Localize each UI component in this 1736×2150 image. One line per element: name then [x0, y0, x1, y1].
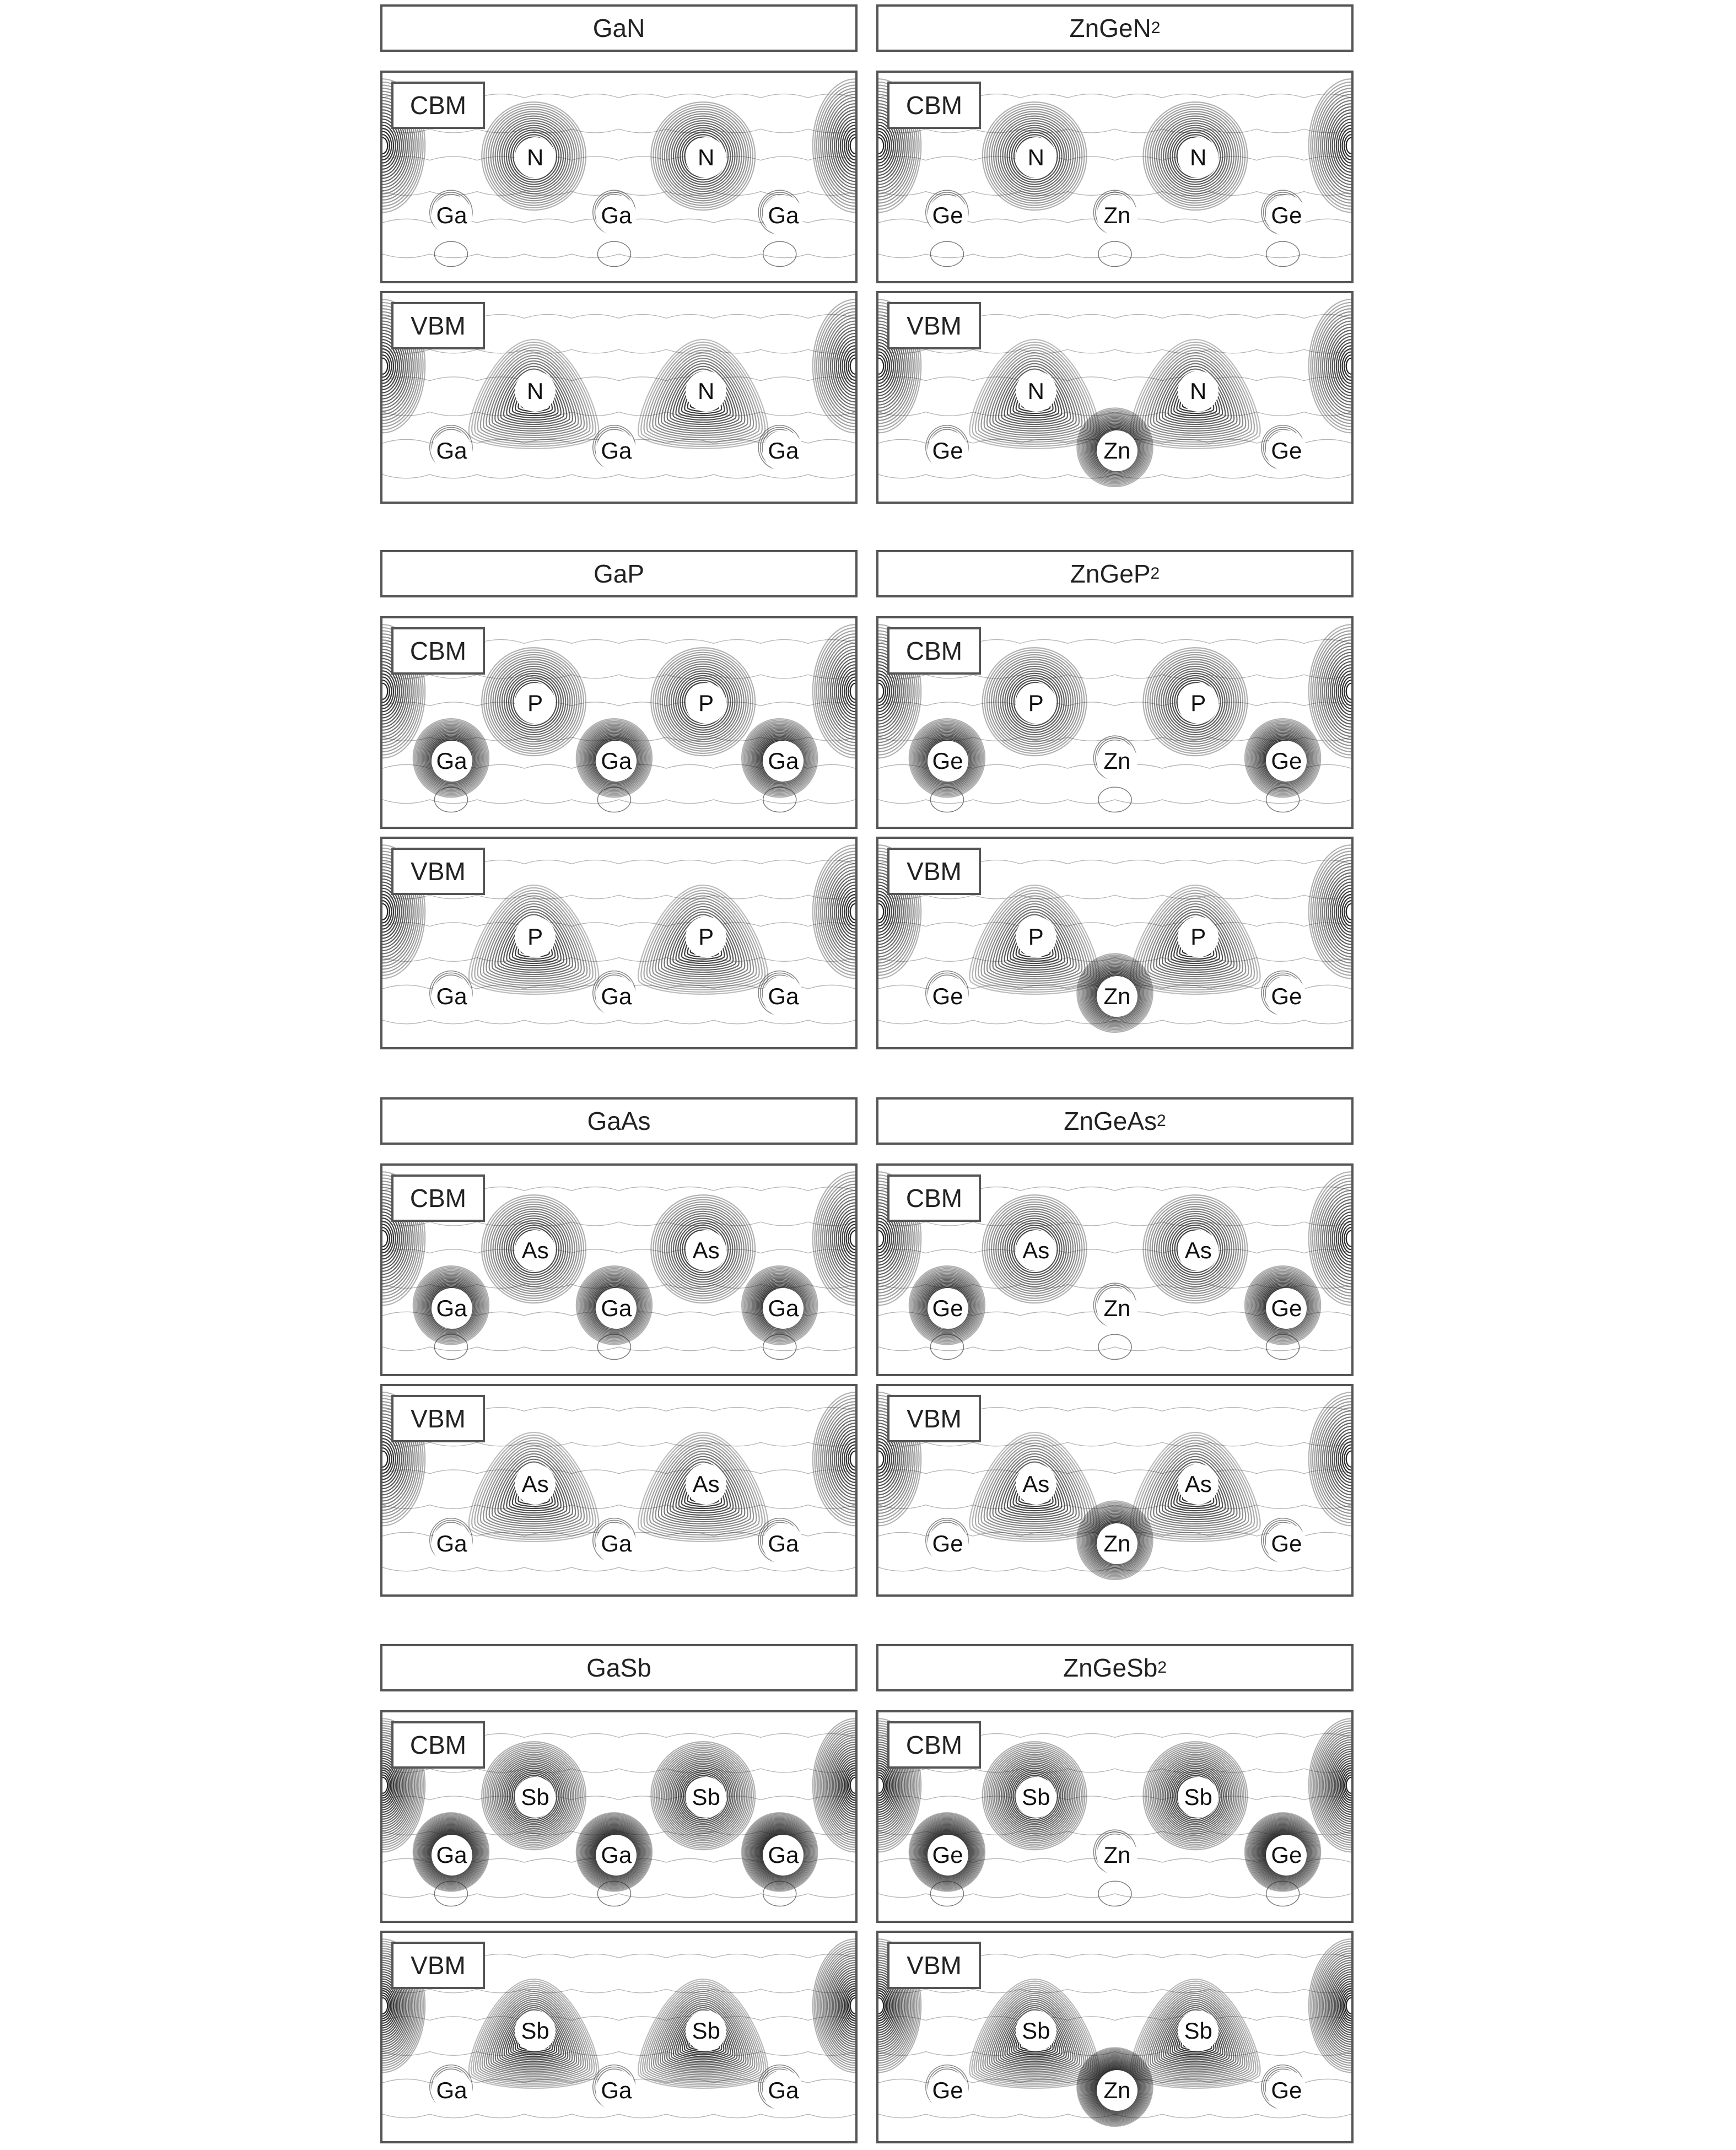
- material-title-right: [876, 550, 1354, 597]
- atom-label-ge: Ge: [928, 1288, 968, 1329]
- background-contour: [382, 1470, 855, 1474]
- atom-label-ga: Ga: [432, 430, 472, 471]
- vbm-label: VBM: [391, 848, 485, 895]
- atom-label-n: N: [686, 137, 726, 178]
- atom-label-ga: Ga: [763, 430, 804, 471]
- atom-label-ga: Ga: [432, 2070, 472, 2111]
- background-contour: [878, 129, 1351, 133]
- atom-label-zn: Zn: [1097, 430, 1137, 471]
- atom-label-zn: Zn: [1097, 1523, 1137, 1564]
- vbm-panel-right: [876, 291, 1354, 504]
- atom-label-p: P: [515, 683, 556, 724]
- atom-label-ga: Ga: [596, 1835, 637, 1876]
- background-contour: [382, 895, 855, 899]
- background-contour: [878, 1222, 1351, 1226]
- cbm-label: CBM: [391, 1721, 485, 1769]
- edge-density-right: [1309, 845, 1351, 978]
- atom-label-ga: Ga: [432, 195, 472, 236]
- atom-label-ga: Ga: [596, 741, 637, 782]
- lobe-contour: [763, 241, 796, 266]
- material-formula: ZnGeN: [1069, 14, 1151, 42]
- atom-label-p: P: [1016, 917, 1056, 957]
- lobe-contour: [597, 241, 630, 266]
- cbm-panel-left: [380, 616, 858, 829]
- atom-label-ge: Ge: [1266, 1288, 1307, 1329]
- edge-density-right: [813, 624, 855, 758]
- atom-label-ga: Ga: [763, 1835, 804, 1876]
- atom-label-n: N: [1016, 137, 1056, 178]
- background-contour: [878, 675, 1351, 678]
- material-formula: GaSb: [586, 1653, 651, 1682]
- vbm-label: VBM: [391, 1942, 485, 1989]
- background-contour: [382, 2051, 855, 2055]
- atom-label-ge: Ge: [928, 1523, 968, 1564]
- atom-label-as: As: [686, 1230, 726, 1271]
- background-contour: [878, 157, 1351, 160]
- background-contour: [382, 1769, 855, 1772]
- background-contour: [382, 254, 855, 258]
- background-contour: [878, 702, 1351, 706]
- background-contour: [878, 1894, 1351, 1898]
- atom-label-ge: Ge: [928, 1835, 968, 1876]
- cbm-panel-left: [380, 71, 858, 283]
- cbm-label: CBM: [391, 1174, 485, 1222]
- atom-label-ge: Ge: [1266, 1523, 1307, 1564]
- background-contour: [878, 1442, 1351, 1446]
- background-contour: [382, 2017, 855, 2020]
- background-contour: [382, 957, 855, 961]
- background-contour: [382, 675, 855, 678]
- background-contour: [382, 157, 855, 160]
- atom-label-ge: Ge: [1266, 1835, 1307, 1876]
- cbm-panel-right: [876, 1710, 1354, 1923]
- background-contour: [878, 1989, 1351, 1993]
- vbm-label: VBM: [887, 1942, 981, 1989]
- atom-label-ga: Ga: [432, 1288, 472, 1329]
- atom-label-n: N: [1016, 371, 1056, 412]
- background-contour: [878, 895, 1351, 899]
- background-contour: [878, 349, 1351, 353]
- edge-density-right: [813, 845, 855, 978]
- material-formula: GaAs: [587, 1107, 651, 1135]
- background-contour: [382, 702, 855, 706]
- atom-label-zn: Zn: [1097, 1835, 1137, 1876]
- atom-label-ga: Ga: [432, 976, 472, 1017]
- atom-label-ga: Ga: [432, 1835, 472, 1876]
- background-contour: [878, 377, 1351, 381]
- atom-label-ge: Ge: [928, 430, 968, 471]
- atom-label-ge: Ge: [928, 195, 968, 236]
- background-contour: [382, 1249, 855, 1253]
- material-formula: ZnGeAs: [1064, 1107, 1157, 1135]
- material-formula: GaP: [593, 559, 645, 588]
- atom-label-ga: Ga: [596, 1523, 637, 1564]
- atom-label-ga: Ga: [432, 741, 472, 782]
- vbm-panel-left: [380, 837, 858, 1049]
- edge-density-right: [813, 1172, 855, 1305]
- material-title-left: [380, 1644, 858, 1691]
- atom-label-ge: Ge: [1266, 195, 1307, 236]
- background-contour: [878, 800, 1351, 804]
- vbm-panel-right: [876, 837, 1354, 1049]
- atom-label-p: P: [686, 683, 726, 724]
- atom-label-ga: Ga: [763, 2070, 804, 2111]
- atom-label-ga: Ga: [763, 1523, 804, 1564]
- cbm-panel-right: [876, 71, 1354, 283]
- vbm-label: VBM: [887, 302, 981, 349]
- formula-subscript: 2: [1157, 1112, 1166, 1130]
- atom-label-zn: Zn: [1097, 976, 1137, 1017]
- atom-label-ga: Ga: [596, 1288, 637, 1329]
- atom-label-as: As: [1016, 1464, 1056, 1505]
- edge-density-right: [813, 79, 855, 212]
- atom-label-sb: Sb: [1016, 1777, 1056, 1818]
- atom-label-ga: Ga: [763, 195, 804, 236]
- atom-label-ga: Ga: [596, 976, 637, 1017]
- atom-label-ga: Ga: [763, 976, 804, 1017]
- edge-density-right: [1309, 1939, 1351, 2072]
- material-title-right: [876, 4, 1354, 52]
- background-contour: [382, 377, 855, 381]
- atom-label-ga: Ga: [763, 1288, 804, 1329]
- atom-label-sb: Sb: [515, 2011, 556, 2051]
- atom-label-as: As: [515, 1464, 556, 1505]
- background-contour: [382, 800, 855, 804]
- cbm-label: CBM: [391, 82, 485, 129]
- atom-label-p: P: [1178, 917, 1219, 957]
- vbm-label: VBM: [391, 302, 485, 349]
- atom-label-n: N: [515, 371, 556, 412]
- material-formula: ZnGeP: [1070, 559, 1151, 588]
- atom-label-zn: Zn: [1097, 1288, 1137, 1329]
- cbm-label: CBM: [887, 1721, 981, 1769]
- cbm-label: CBM: [391, 627, 485, 675]
- atom-label-p: P: [515, 917, 556, 957]
- atom-label-n: N: [1178, 371, 1219, 412]
- background-contour: [878, 1470, 1351, 1474]
- background-contour: [382, 1989, 855, 1993]
- lobe-contour: [930, 241, 963, 266]
- lobe-contour: [434, 241, 467, 266]
- cbm-label: CBM: [887, 627, 981, 675]
- atom-label-ge: Ge: [1266, 2070, 1307, 2111]
- atom-label-n: N: [515, 137, 556, 178]
- edge-density-right: [1309, 79, 1351, 212]
- atom-label-zn: Zn: [1097, 2070, 1137, 2111]
- atom-label-as: As: [686, 1464, 726, 1505]
- cbm-panel-left: [380, 1710, 858, 1923]
- atom-label-p: P: [1016, 683, 1056, 724]
- background-contour: [382, 1796, 855, 1800]
- atom-label-ge: Ge: [928, 976, 968, 1017]
- vbm-panel-left: [380, 1931, 858, 2143]
- atom-label-p: P: [1178, 683, 1219, 724]
- background-contour: [382, 1442, 855, 1446]
- background-contour: [878, 1769, 1351, 1772]
- edge-density-right: [813, 1939, 855, 2072]
- atom-label-n: N: [1178, 137, 1219, 178]
- material-formula: GaN: [592, 14, 645, 42]
- atom-label-as: As: [515, 1230, 556, 1271]
- material-title-right: [876, 1644, 1354, 1691]
- background-contour: [382, 923, 855, 926]
- background-contour: [878, 254, 1351, 258]
- background-contour: [878, 1796, 1351, 1800]
- vbm-panel-right: [876, 1384, 1354, 1597]
- edge-density-right: [813, 1718, 855, 1852]
- atom-label-n: N: [686, 371, 726, 412]
- atom-label-ga: Ga: [432, 1523, 472, 1564]
- background-contour: [382, 129, 855, 133]
- background-contour: [382, 1505, 855, 1508]
- vbm-panel-left: [380, 291, 858, 504]
- cbm-label: CBM: [887, 1174, 981, 1222]
- edge-density-right: [813, 1392, 855, 1526]
- material-title-left: [380, 4, 858, 52]
- atom-label-ga: Ga: [596, 195, 637, 236]
- atom-label-ge: Ge: [928, 741, 968, 782]
- atom-label-p: P: [686, 917, 726, 957]
- background-contour: [382, 412, 855, 416]
- atom-label-sb: Sb: [1178, 2011, 1219, 2051]
- background-contour: [382, 1347, 855, 1351]
- atom-label-sb: Sb: [515, 1777, 556, 1818]
- atom-label-zn: Zn: [1097, 195, 1137, 236]
- atom-label-sb: Sb: [1016, 2011, 1056, 2051]
- background-contour: [382, 349, 855, 353]
- atom-label-sb: Sb: [1178, 1777, 1219, 1818]
- atom-label-sb: Sb: [686, 1777, 726, 1818]
- background-contour: [878, 1347, 1351, 1351]
- background-contour: [878, 923, 1351, 926]
- background-contour: [382, 2114, 855, 2118]
- cbm-panel-right: [876, 1163, 1354, 1376]
- background-contour: [382, 1567, 855, 1571]
- edge-density-right: [1309, 1392, 1351, 1526]
- formula-subscript: 2: [1151, 19, 1161, 37]
- background-contour: [878, 2017, 1351, 2020]
- cbm-label: CBM: [887, 82, 981, 129]
- edge-density-right: [1309, 299, 1351, 433]
- background-contour: [382, 1020, 855, 1024]
- vbm-label: VBM: [887, 848, 981, 895]
- atom-label-as: As: [1016, 1230, 1056, 1271]
- atom-label-ge: Ge: [1266, 741, 1307, 782]
- atom-label-zn: Zn: [1097, 741, 1137, 782]
- atom-label-ga: Ga: [596, 2070, 637, 2111]
- formula-subscript: 2: [1150, 564, 1160, 583]
- vbm-label: VBM: [887, 1395, 981, 1442]
- vbm-label: VBM: [391, 1395, 485, 1442]
- atom-label-as: As: [1178, 1230, 1219, 1271]
- material-title-left: [380, 550, 858, 597]
- formula-subscript: 2: [1157, 1658, 1167, 1677]
- vbm-panel-left: [380, 1384, 858, 1597]
- material-title-right: [876, 1097, 1354, 1145]
- atom-label-ga: Ga: [763, 741, 804, 782]
- background-contour: [382, 1894, 855, 1898]
- cbm-panel-left: [380, 1163, 858, 1376]
- atom-label-sb: Sb: [686, 2011, 726, 2051]
- atom-label-ge: Ge: [1266, 976, 1307, 1017]
- atom-label-as: As: [1178, 1464, 1219, 1505]
- background-contour: [382, 475, 855, 478]
- atom-label-ga: Ga: [596, 430, 637, 471]
- material-title-left: [380, 1097, 858, 1145]
- material-formula: ZnGeSb: [1063, 1653, 1158, 1682]
- atom-label-ge: Ge: [1266, 430, 1307, 471]
- background-contour: [382, 1222, 855, 1226]
- edge-density-right: [813, 299, 855, 433]
- atom-label-ge: Ge: [928, 2070, 968, 2111]
- vbm-panel-right: [876, 1931, 1354, 2143]
- background-contour: [878, 1249, 1351, 1253]
- lobe-contour: [1266, 241, 1300, 266]
- cbm-panel-right: [876, 616, 1354, 829]
